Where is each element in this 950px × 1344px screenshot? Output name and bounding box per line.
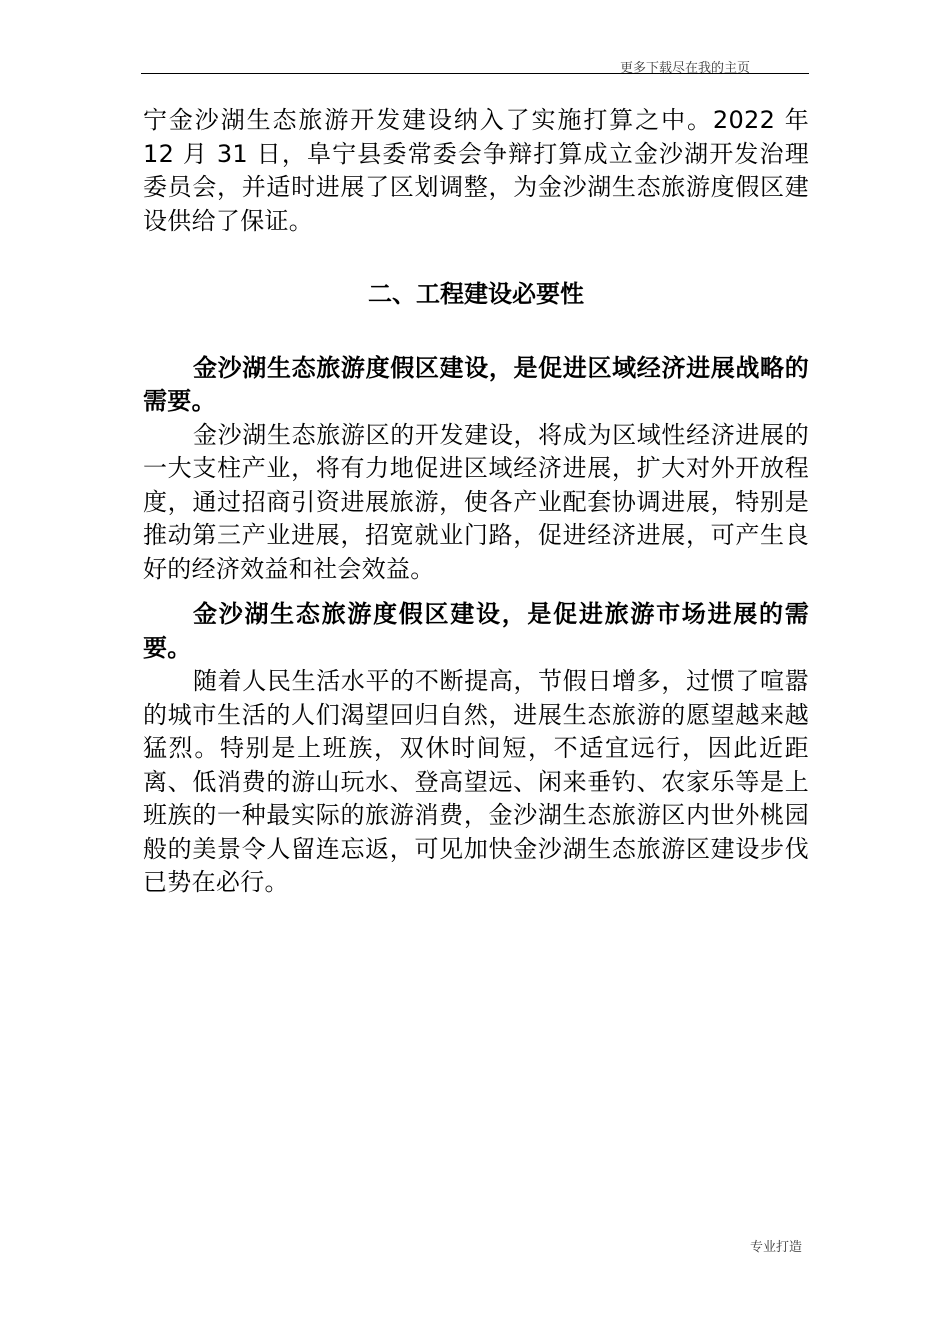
point-2-paragraph: 随着人民生活水平的不断提高，节假日增多，过惯了喧嚣的城市生活的人们渴望回归自然，进展生态旅游的愿望越来越猛烈。特别是上班族，双休时间短，不适宜远行，因此近距离、低消费的游山玩水、登高望远、闲来垂钓、农家乐等是上班族的一种最实际的旅游消费，金沙湖生态旅游区内世外桃园般的美景令人留连忘返，可见加快金沙湖生态旅游区建设步伐已势在必行。 — [143, 667, 809, 896]
point-2-heading: 金沙湖生态旅游度假区建设，是促进旅游市场进展的需要。 — [143, 600, 809, 662]
point-1-heading: 金沙湖生态旅游度假区建设，是促进区域经济进展战略的需要。 — [143, 353, 809, 415]
header-divider — [141, 73, 809, 74]
page-footer-text: 专业打造 — [750, 1240, 803, 1255]
intro-paragraph: 宁金沙湖生态旅游开发建设纳入了实施打算之中。2022 年 12 月 31 日，阜宁县委常委会争辩打算成立金沙湖开发治理委员会，并适时进展了区划调整，为金沙湖生态旅游度假区建设供给了保证。 — [143, 106, 809, 235]
section-title: 二、工程建设必要性 — [368, 280, 584, 308]
page-header-text: 更多下载尽在我的主页 — [619, 61, 750, 76]
point-1-paragraph: 金沙湖生态旅游区的开发建设，将成为区域性经济进展的一大支柱产业，将有力地促进区域经济进展，扩大对外开放程度，通过招商引资进展旅游，使各产业配套协调进展，特别是推动第三产业进展，招宽就业门路，促进经济进展，可产生良好的经济效益和社会效益。 — [143, 420, 809, 583]
document-body — [143, 104, 809, 900]
